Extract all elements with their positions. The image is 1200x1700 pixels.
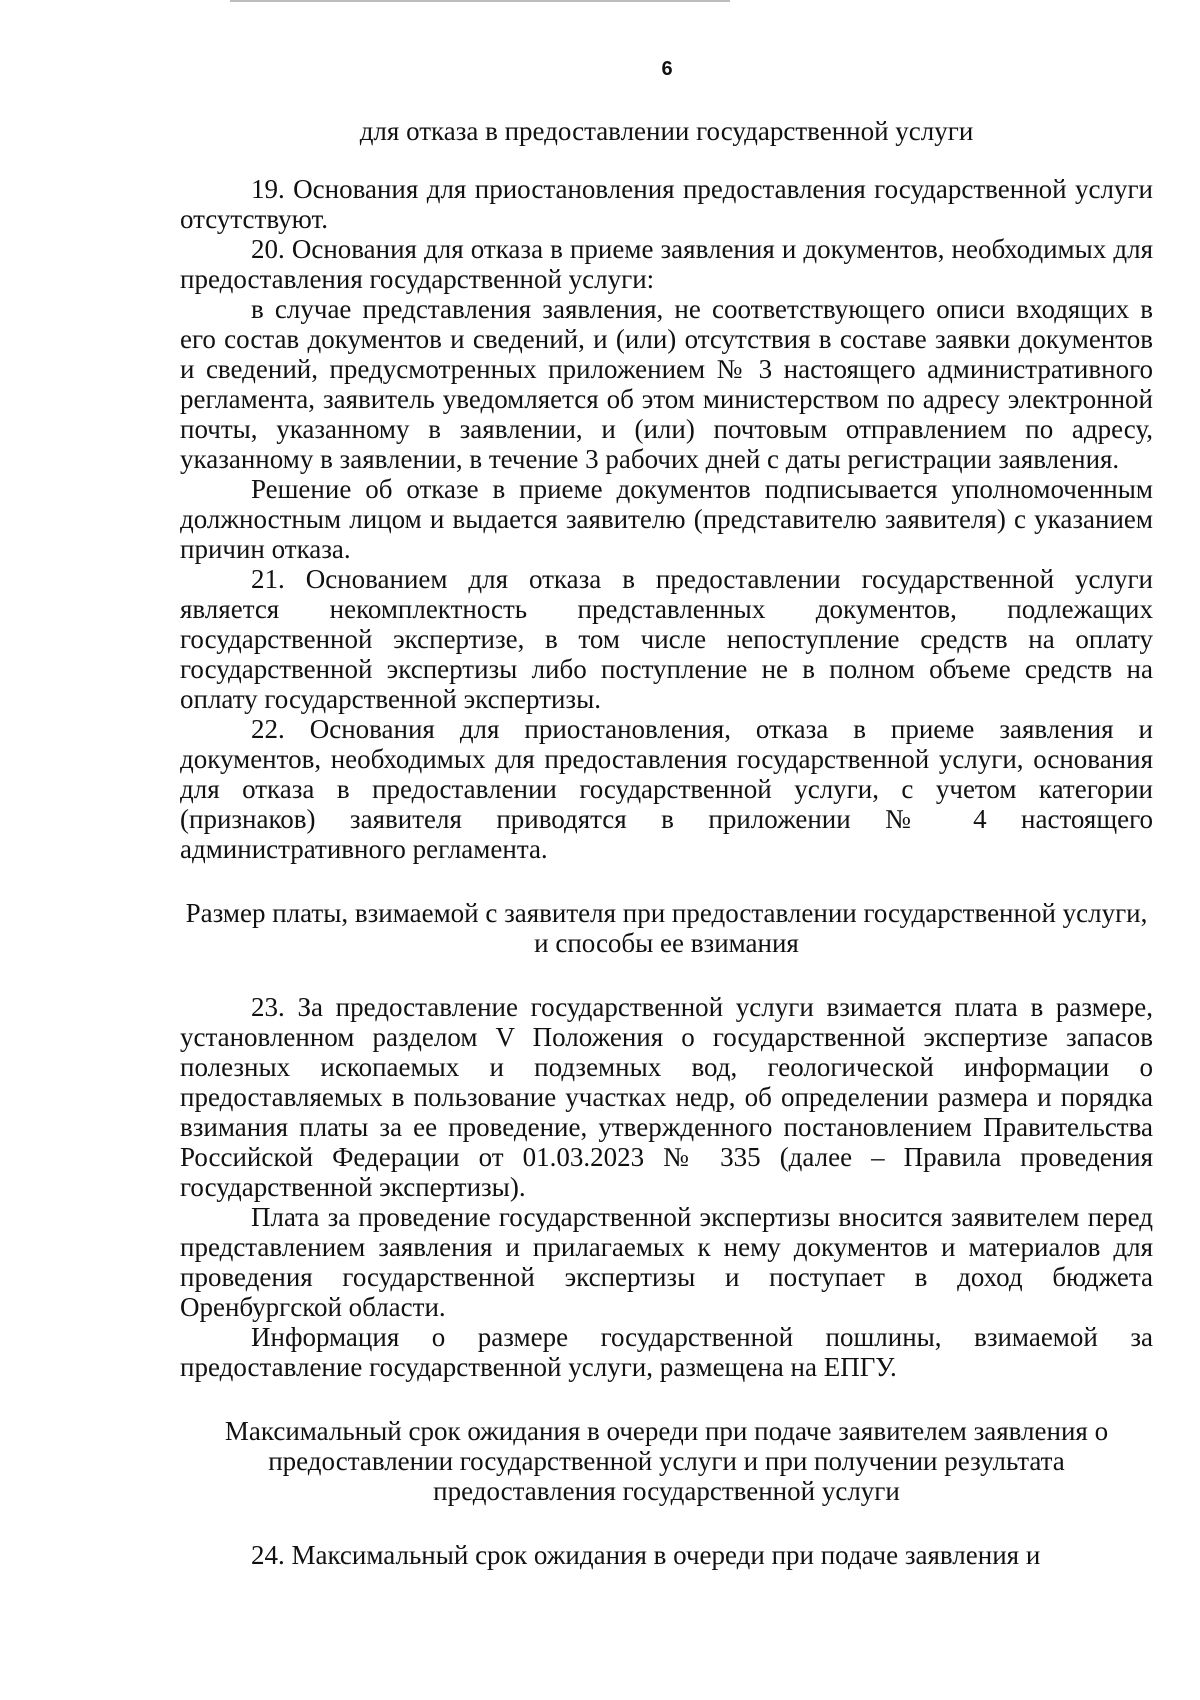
page-number: 6 <box>661 58 673 80</box>
section-heading-refusal: для отказа в предоставлении государственной услуги <box>359 116 974 146</box>
paragraph-20-decision: Решение об отказе в приеме документов подписывается уполномоченным должностным лицом и выдается заявителю (представителю заявителя) с указанием причин отказа. <box>180 474 1153 564</box>
paragraph-20: 20. Основания для отказа в приеме заявления и документов, необходимых для предоставления государственной услуги: <box>180 234 1153 294</box>
paragraph-group-fee <box>180 992 1153 1382</box>
scan-edge-mark <box>230 0 730 2</box>
paragraph-23-payment: Плата за проведение государственной экспертизы вносится заявителем перед представлением заявления и прилагаемых к нему документов и материалов для проведения государственной экспертизы и поступает в доход бюджета Оренбургской области. <box>180 1202 1153 1322</box>
paragraph-19: 19. Основания для приостановления предоставления государственной услуги отсутствуют. <box>180 174 1153 234</box>
paragraph-20-case: в случае представления заявления, не соответствующего описи входящих в его состав документов и сведений, и (или) отсутствия в составе заявки документов и сведений, предусмотренных приложением № 3 настоящего административного регламента, заявитель уведомляется об этом министерством по адресу электронной почты, указанному в заявлении, и (или) почтовым отправлением по адресу, указанному в заявлении, в течение 3 рабочих дней с даты регистрации заявления. <box>180 294 1153 474</box>
paragraph-21: 21. Основанием для отказа в предоставлении государственной услуги является некомплектность представленных документов, подлежащих государственной экспертизе, в том числе непоступление средств на оплату государственной экспертизы либо поступление не в полном объеме средств на оплату государственной экспертизы. <box>180 564 1153 714</box>
paragraph-group-queue <box>180 1540 1153 1570</box>
paragraph-23: 23. За предоставление государственной услуги взимается плата в размере, установленном разделом V Положения о государственной экспертизе запасов полезных ископаемых и подземных вод, геологической информации о предоставляемых в пользование участках недр, об определении размера и порядка взимания платы за ее проведение, утвержденного постановлением Правительства Российской Федерации от 01.03.2023 № 335 (далее – Правила проведения государственной экспертизы). <box>180 992 1153 1202</box>
paragraph-24: 24. Максимальный срок ожидания в очереди при подаче заявления и <box>251 1540 1041 1570</box>
paragraph-23-info: Информация о размере государственной пошлины, взимаемой за предоставление государственной услуги, размещена на ЕПГУ. <box>180 1322 1153 1382</box>
paragraph-group-refusal <box>180 174 1153 864</box>
section-heading-fee: Размер платы, взимаемой с заявителя при предоставлении государственной услуги, и способы ее взимания <box>185 898 1148 958</box>
document-body <box>180 116 1153 1570</box>
paragraph-22: 22. Основания для приостановления, отказа в приеме заявления и документов, необходимых для предоставления государственной услуги, основания для отказа в предоставлении государственной услуги, с учетом категории (признаков) заявителя приводятся в приложении № 4 настоящего административного регламента. <box>180 714 1153 864</box>
section-heading-queue: Максимальный срок ожидания в очереди при подаче заявителем заявления о предоставлении государственной услуги и при получении результата предоставления государственной услуги <box>224 1416 1109 1506</box>
